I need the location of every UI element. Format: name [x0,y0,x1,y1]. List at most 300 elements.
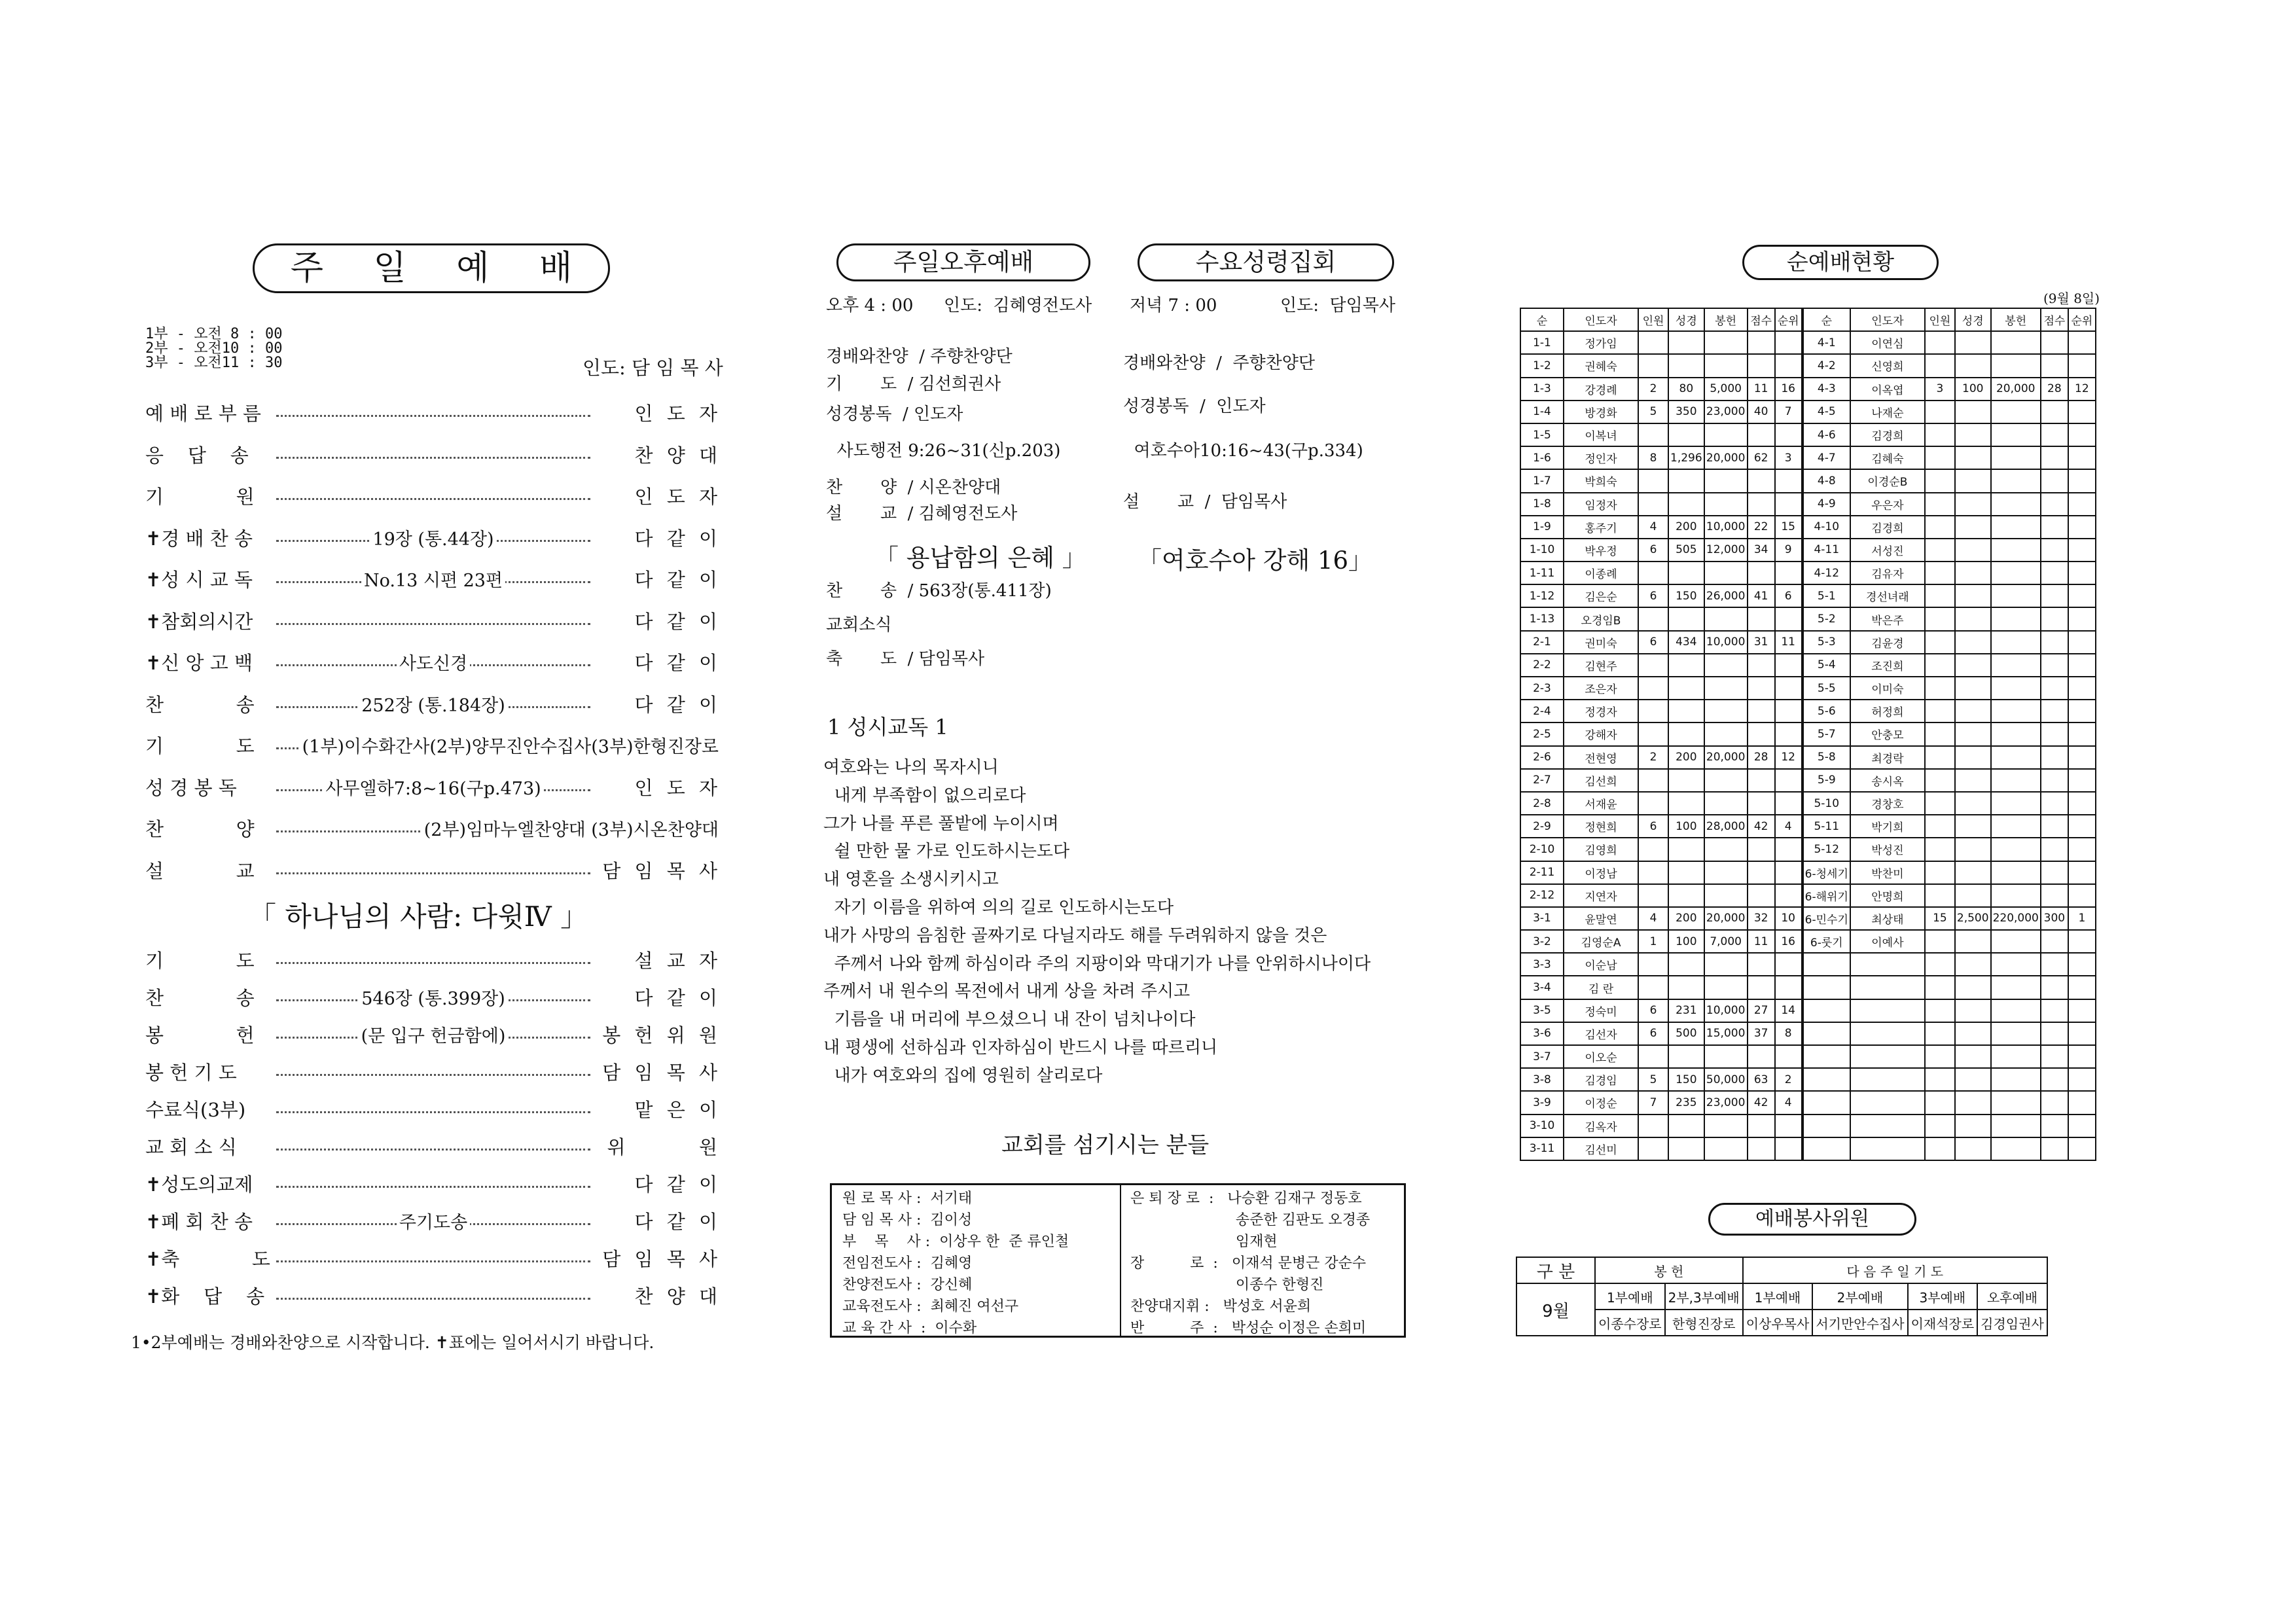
attendance-header-cell: 순 [1803,308,1850,331]
attendance-cell [1704,423,1748,446]
attendance-cell [2068,861,2096,884]
attendance-cell: 3-10 [1520,1115,1564,1137]
attendance-row [1520,1091,2096,1114]
attendance-cell: 2-2 [1520,654,1564,677]
attendance-cell: 80 [1668,378,1704,401]
order-item [145,733,721,759]
attendance-cell: 김현주 [1564,654,1638,677]
attendance-cell [2068,607,2096,630]
attendance-cell [1925,539,1955,562]
attendance-cell [2041,584,2068,607]
attendance-cell: 4-11 [1803,539,1850,562]
order-item [145,1134,721,1160]
attendance-cell: 4 [1638,516,1668,539]
attendance-cell [1991,815,2041,838]
server-line: 은 퇴 장 로 : 나승환 김재구 정동호 [1130,1190,1362,1207]
dot-leader [276,457,590,459]
attendance-cell [2041,861,2068,884]
attendance-cell: 10,000 [1704,999,1748,1022]
attendance-cell: 5-5 [1803,677,1850,700]
order-item-person: 맡 은 이 [634,1099,721,1121]
attendance-cell: 3 [1775,446,1803,469]
verse-line: 내게 부족함이 없으리로다 [823,785,1026,806]
attendance-cell [1991,861,2041,884]
attendance-cell: 7 [1638,1091,1668,1114]
attendance-cell: 4-8 [1803,469,1850,492]
order-item-detail [276,692,590,719]
attendance-cell: 12,000 [1704,539,1748,562]
sunday-service-title: 주 일 예 배 [253,243,610,293]
order-item-person: 다 같 이 [634,693,721,716]
attendance-cell [1638,469,1668,492]
attendance-row [1520,861,2096,884]
attendance-cell: 15 [1925,907,1955,930]
attendance-cell: 28 [2041,378,2068,401]
attendance-cell: 62 [1748,446,1775,469]
attendance-cell [1925,654,1955,677]
attendance-cell [2068,1115,2096,1137]
server-line: 송준한 김판도 오경종 [1130,1212,1371,1228]
attendance-cell: 이종례 [1564,562,1638,584]
verse-line: 내 영혼을 소생시키시고 [823,870,999,890]
order-item-label: ✝성도의교제 [145,1173,253,1196]
attendance-cell: 김경희 [1850,423,1925,446]
order-item-person: 다 같 이 [634,569,721,591]
attendance-cell [1704,469,1748,492]
wednesday-time: 저녁 7 : 00 [1130,296,1217,315]
order-item-label: 교 회 소 식 [145,1136,237,1158]
verse-line: 주께서 내 원수의 목전에서 내게 상을 차려 주시고 [823,982,1191,1002]
order-item-detail [276,1022,590,1050]
servers-box [830,1183,1406,1338]
attendance-cell: 6 [1638,999,1668,1022]
attendance-cell: 이경순B [1850,469,1925,492]
volunteers-table [1516,1257,2048,1336]
attendance-cell [1955,953,1991,976]
order-item [145,948,721,974]
service-leader: 인도: 담 임 목 사 [583,357,723,379]
attendance-cell [1925,1022,1955,1045]
attendance-cell: 나재순 [1850,401,1925,423]
attendance-cell [2068,1068,2096,1091]
servers-divider [1120,1185,1121,1336]
attendance-cell [1925,1137,1955,1160]
attendance-cell [1668,722,1704,745]
attendance-cell [1991,976,2041,999]
attendance-cell [1775,1045,1803,1068]
attendance-row [1520,930,2096,953]
attendance-row [1520,700,2096,722]
attendance-cell [2041,331,2068,354]
attendance-cell [1991,423,2041,446]
attendance-cell: 200 [1668,516,1704,539]
wednesday-leader: 인도: 담임목사 [1280,296,1395,315]
attendance-row [1520,884,2096,907]
attendance-row [1520,838,2096,861]
attendance-cell: 37 [1748,1022,1775,1045]
attendance-row [1520,953,2096,976]
attendance-cell [2068,423,2096,446]
attendance-cell: 5-1 [1803,584,1850,607]
attendance-cell [1775,469,1803,492]
order-line: 경배와찬양 / 주향찬양단 [1123,353,1315,373]
attendance-cell: 2-11 [1520,861,1564,884]
attendance-cell: 200 [1668,907,1704,930]
attendance-cell [1991,631,2041,654]
order-item-person: 담 임 목 사 [602,1248,721,1270]
attendance-cell: 6 [1638,815,1668,838]
attendance-cell [2068,884,2096,907]
worship-volunteers-title: 예배봉사위원 [1708,1203,1916,1236]
attendance-header-cell: 인도자 [1850,308,1925,331]
attendance-cell [2068,654,2096,677]
attendance-cell [2068,516,2096,539]
attendance-cell [1991,354,2041,377]
attendance-cell [1955,838,1991,861]
vol-sub: 1부예배 [1743,1283,1813,1310]
attendance-header-cell: 인도자 [1564,308,1638,331]
attendance-cell [1955,815,1991,838]
attendance-cell [1704,1137,1748,1160]
vol-header-offering: 봉 헌 [1595,1257,1743,1283]
attendance-cell [2068,999,2096,1022]
attendance-cell: 2 [1638,378,1668,401]
attendance-cell [1955,401,1991,423]
attendance-cell [1748,423,1775,446]
attendance-cell [1638,953,1668,976]
attendance-cell [1638,1115,1668,1137]
server-line: 담 임 목 사 : 김이성 [842,1212,973,1228]
attendance-cell [1638,792,1668,815]
order-item [145,1246,721,1272]
attendance-cell [1668,884,1704,907]
server-line: 교육전도사 : 최혜진 여선구 [842,1298,1019,1315]
attendance-cell [1925,884,1955,907]
attendance-cell: 1-12 [1520,584,1564,607]
afternoon-time: 오후 4 : 00 [826,296,914,315]
attendance-cell: 6-민수기 [1803,907,1850,930]
attendance-cell [1704,1045,1748,1068]
attendance-cell: 6-해위기 [1803,884,1850,907]
attendance-cell: 34 [1748,539,1775,562]
vol-sub: 3부예배 [1908,1283,1978,1310]
attendance-cell: 이복녀 [1564,423,1638,446]
footnote: 1•2부예배는 경배와찬양으로 시작합니다. ✝표에는 일어서시기 바랍니다. [131,1333,655,1352]
attendance-cell: 김영희 [1564,838,1638,861]
attendance-cell [1991,930,2041,953]
order-item-detail-text: 사무엘하7:8~16(구p.473) [323,779,543,799]
attendance-cell: 4-7 [1803,446,1850,469]
server-line: 전임전도사 : 김혜영 [842,1255,973,1272]
attendance-cell [1991,999,2041,1022]
attendance-cell [1775,722,1803,745]
servers-left [842,1188,1069,1339]
attendance-cell [2041,815,2068,838]
attendance-cell: 6 [1638,1022,1668,1045]
attendance-cell: 200 [1668,746,1704,769]
attendance-row [1520,331,2096,354]
attendance-cell [1991,677,2041,700]
attendance-row [1520,562,2096,584]
attendance-cell: 23,000 [1704,1091,1748,1114]
attendance-cell: 1-5 [1520,423,1564,446]
attendance-cell [2041,562,2068,584]
attendance-cell [1775,884,1803,907]
attendance-cell: 김옥자 [1564,1115,1638,1137]
order-item-person: 찬 양 대 [634,444,721,467]
order-item [145,650,721,676]
order-item-person: 인 도 자 [634,402,721,425]
attendance-cell [1668,654,1704,677]
attendance-cell: 우은자 [1850,493,1925,516]
attendance-cell [1668,976,1704,999]
attendance-cell: 이정순 [1564,1091,1638,1114]
attendance-cell [2041,677,2068,700]
attendance-header-cell: 봉헌 [1704,308,1748,331]
attendance-cell: 2 [1775,1068,1803,1091]
order-item-label: ✝신 앙 고 백 [145,652,253,674]
attendance-cell: 4 [1775,815,1803,838]
attendance-cell [1775,953,1803,976]
order-item-detail [276,985,590,1012]
order-item-label: 찬 송 [145,693,255,716]
attendance-cell [1955,999,1991,1022]
attendance-cell [1704,976,1748,999]
attendance-cell: 500 [1668,1022,1704,1045]
attendance-cell: 1,296 [1668,446,1704,469]
verse-line: 내 평생에 선하심과 인자하심이 반드시 나를 따르리니 [823,1038,1218,1058]
verse-line: 주께서 나와 함께 하심이라 주의 지팡이와 막대기가 나를 안위하시나이다 [823,954,1371,974]
order-item-detail [276,567,590,594]
attendance-cell [2068,469,2096,492]
attendance-cell: 20,000 [1991,378,2041,401]
vol-value: 이상우목사 [1743,1310,1813,1336]
attendance-table [1520,308,2096,1161]
attendance-cell [1991,1045,2041,1068]
attendance-cell: 11 [1748,378,1775,401]
attendance-cell [1925,953,1955,976]
attendance-cell [2041,1068,2068,1091]
attendance-cell: 5-3 [1803,631,1850,654]
attendance-cell: 박희숙 [1564,469,1638,492]
attendance-cell: 1-1 [1520,331,1564,354]
verse-line: 쉴 만한 물 가로 인도하시는도다 [823,842,1070,862]
vol-value: 서기만안수집사 [1812,1310,1907,1336]
verse-line: 내가 여호와의 집에 영원히 살리로다 [823,1065,1103,1086]
attendance-cell: 권미숙 [1564,631,1638,654]
attendance-cell [1748,654,1775,677]
order-item [145,985,721,1011]
attendance-cell: 임정자 [1564,493,1638,516]
order-item-person: 인 도 자 [634,776,721,799]
attendance-cell: 4 [1775,1091,1803,1114]
order-item-label: 응 답 송 [145,444,249,467]
attendance-cell [1704,769,1748,792]
attendance-cell: 강경례 [1564,378,1638,401]
attendance-cell [1955,1115,1991,1137]
attendance-cell [2041,516,2068,539]
attendance-cell: 4-2 [1803,354,1850,377]
attendance-cell [1955,746,1991,769]
order-item [145,816,721,842]
attendance-row [1520,631,2096,654]
attendance-cell [1991,493,2041,516]
attendance-cell: 5-4 [1803,654,1850,677]
attendance-cell: 9 [1775,539,1803,562]
attendance-cell [1748,700,1775,722]
attendance-cell: 63 [1748,1068,1775,1091]
attendance-cell [2068,769,2096,792]
order-item-detail-text: 252장 (통.184장) [359,696,508,716]
attendance-cell: 3-4 [1520,976,1564,999]
server-line: 부 목 사 : 이상우 한 준 류인철 [842,1234,1069,1250]
attendance-cell [1991,953,2041,976]
server-line: 원 로 목 사 : 서기태 [842,1190,973,1207]
attendance-cell: 5,000 [1704,378,1748,401]
attendance-cell [1748,861,1775,884]
attendance-cell: 4-3 [1803,378,1850,401]
attendance-cell: 220,000 [1991,907,2041,930]
attendance-cell [2068,1045,2096,1068]
attendance-cell: 28 [1748,746,1775,769]
attendance-cell [1704,953,1748,976]
attendance-cell [1748,469,1775,492]
order-item-label: 봉 헌 [145,1024,255,1046]
vol-value: 한형진장로 [1665,1310,1743,1336]
order-item-person: 다 같 이 [634,1211,721,1233]
order-line: 성경봉독 / 인도자 [1123,397,1266,416]
attendance-cell [1668,700,1704,722]
attendance-cell [1955,631,1991,654]
attendance-cell: 11 [1748,930,1775,953]
attendance-cell [1803,1115,1850,1137]
attendance-cell: 최경락 [1850,746,1925,769]
attendance-cell [2068,815,2096,838]
volunteers-header-row [1516,1257,2047,1283]
attendance-cell [1925,746,1955,769]
attendance-header-cell: 점수 [2041,308,2068,331]
attendance-cell: 박성진 [1850,838,1925,861]
attendance-row [1520,516,2096,539]
attendance-cell: 김혜숙 [1850,446,1925,469]
attendance-cell [2068,631,2096,654]
order-item-person: 인 도 자 [634,486,721,508]
attendance-cell [1803,1068,1850,1091]
afternoon-service-title: 주일오후예배 [836,243,1090,281]
attendance-cell [1955,354,1991,377]
attendance-cell [1668,1137,1704,1160]
attendance-cell [2068,493,2096,516]
attendance-cell [1748,1137,1775,1160]
dot-leader [276,962,590,964]
attendance-cell [2041,607,2068,630]
attendance-cell [1955,700,1991,722]
attendance-cell: 1-4 [1520,401,1564,423]
vol-value: 이재석장로 [1908,1310,1978,1336]
attendance-cell: 김영순A [1564,930,1638,953]
attendance-cell: 5-9 [1803,769,1850,792]
attendance-cell: 허정희 [1850,700,1925,722]
attendance-cell: 서성진 [1850,539,1925,562]
attendance-cell: 이연심 [1850,331,1925,354]
attendance-cell: 300 [2041,907,2068,930]
servers-right [1130,1188,1370,1339]
attendance-row [1520,677,2096,700]
attendance-cell [1775,607,1803,630]
attendance-cell [1955,331,1991,354]
attendance-cell [1850,976,1925,999]
attendance-cell [1775,1115,1803,1137]
order-line: 설 교 / 담임목사 [1123,492,1287,512]
order-item-person: 다 같 이 [634,527,721,550]
attendance-cell: 3-5 [1520,999,1564,1022]
attendance-cell [1955,584,1991,607]
attendance-cell [1748,769,1775,792]
attendance-cell: 김선미 [1564,1137,1638,1160]
attendance-cell [2041,769,2068,792]
dot-leader [276,1149,590,1150]
attendance-cell [1925,722,1955,745]
attendance-cell [1775,700,1803,722]
attendance-row [1520,1137,2096,1160]
order-line: 성경봉독 / 인도자 [826,404,963,424]
attendance-cell [2068,677,2096,700]
attendance-cell: 김선희 [1564,769,1638,792]
order-item-detail-text: 주기도송 [397,1213,470,1233]
attendance-cell [1803,1091,1850,1114]
attendance-cell [1955,607,1991,630]
attendance-cell [2068,354,2096,377]
order-item-label: 수료식(3부) [145,1099,246,1121]
order-item [145,775,721,801]
attendance-cell [1955,654,1991,677]
attendance-cell [1775,654,1803,677]
attendance-cell [1955,792,1991,815]
attendance-cell: 4-6 [1803,423,1850,446]
attendance-cell [1668,1045,1704,1068]
attendance-cell: 이정남 [1564,861,1638,884]
attendance-cell: 26,000 [1704,584,1748,607]
vol-header-prayer: 다 음 주 일 기 도 [1743,1257,2047,1283]
order-item-detail-text: 546장 (통.399장) [359,989,508,1009]
attendance-cell [1775,838,1803,861]
attendance-cell: 박은주 [1850,607,1925,630]
attendance-cell [1748,493,1775,516]
date-note: (9월 8일) [2043,291,2100,306]
attendance-cell [1775,331,1803,354]
attendance-cell: 2-5 [1520,722,1564,745]
attendance-cell [1955,1091,1991,1114]
order-item-person: 위 원 [607,1136,721,1158]
attendance-cell [1638,976,1668,999]
attendance-cell: 5-11 [1803,815,1850,838]
attendance-cell [1748,331,1775,354]
attendance-cell [2041,423,2068,446]
attendance-cell: 방경화 [1564,401,1638,423]
attendance-cell: 이옥엽 [1850,378,1925,401]
attendance-cell [1638,769,1668,792]
attendance-cell: 2-12 [1520,884,1564,907]
attendance-cell [1955,769,1991,792]
attendance-cell [1668,331,1704,354]
order-item-label: 기 원 [145,486,255,508]
attendance-cell [1748,1045,1775,1068]
attendance-cell [1704,607,1748,630]
order-item-label: 성 경 봉 독 [145,776,237,799]
attendance-cell [1925,631,1955,654]
attendance-header-cell: 순 [1520,308,1564,331]
attendance-row [1520,584,2096,607]
